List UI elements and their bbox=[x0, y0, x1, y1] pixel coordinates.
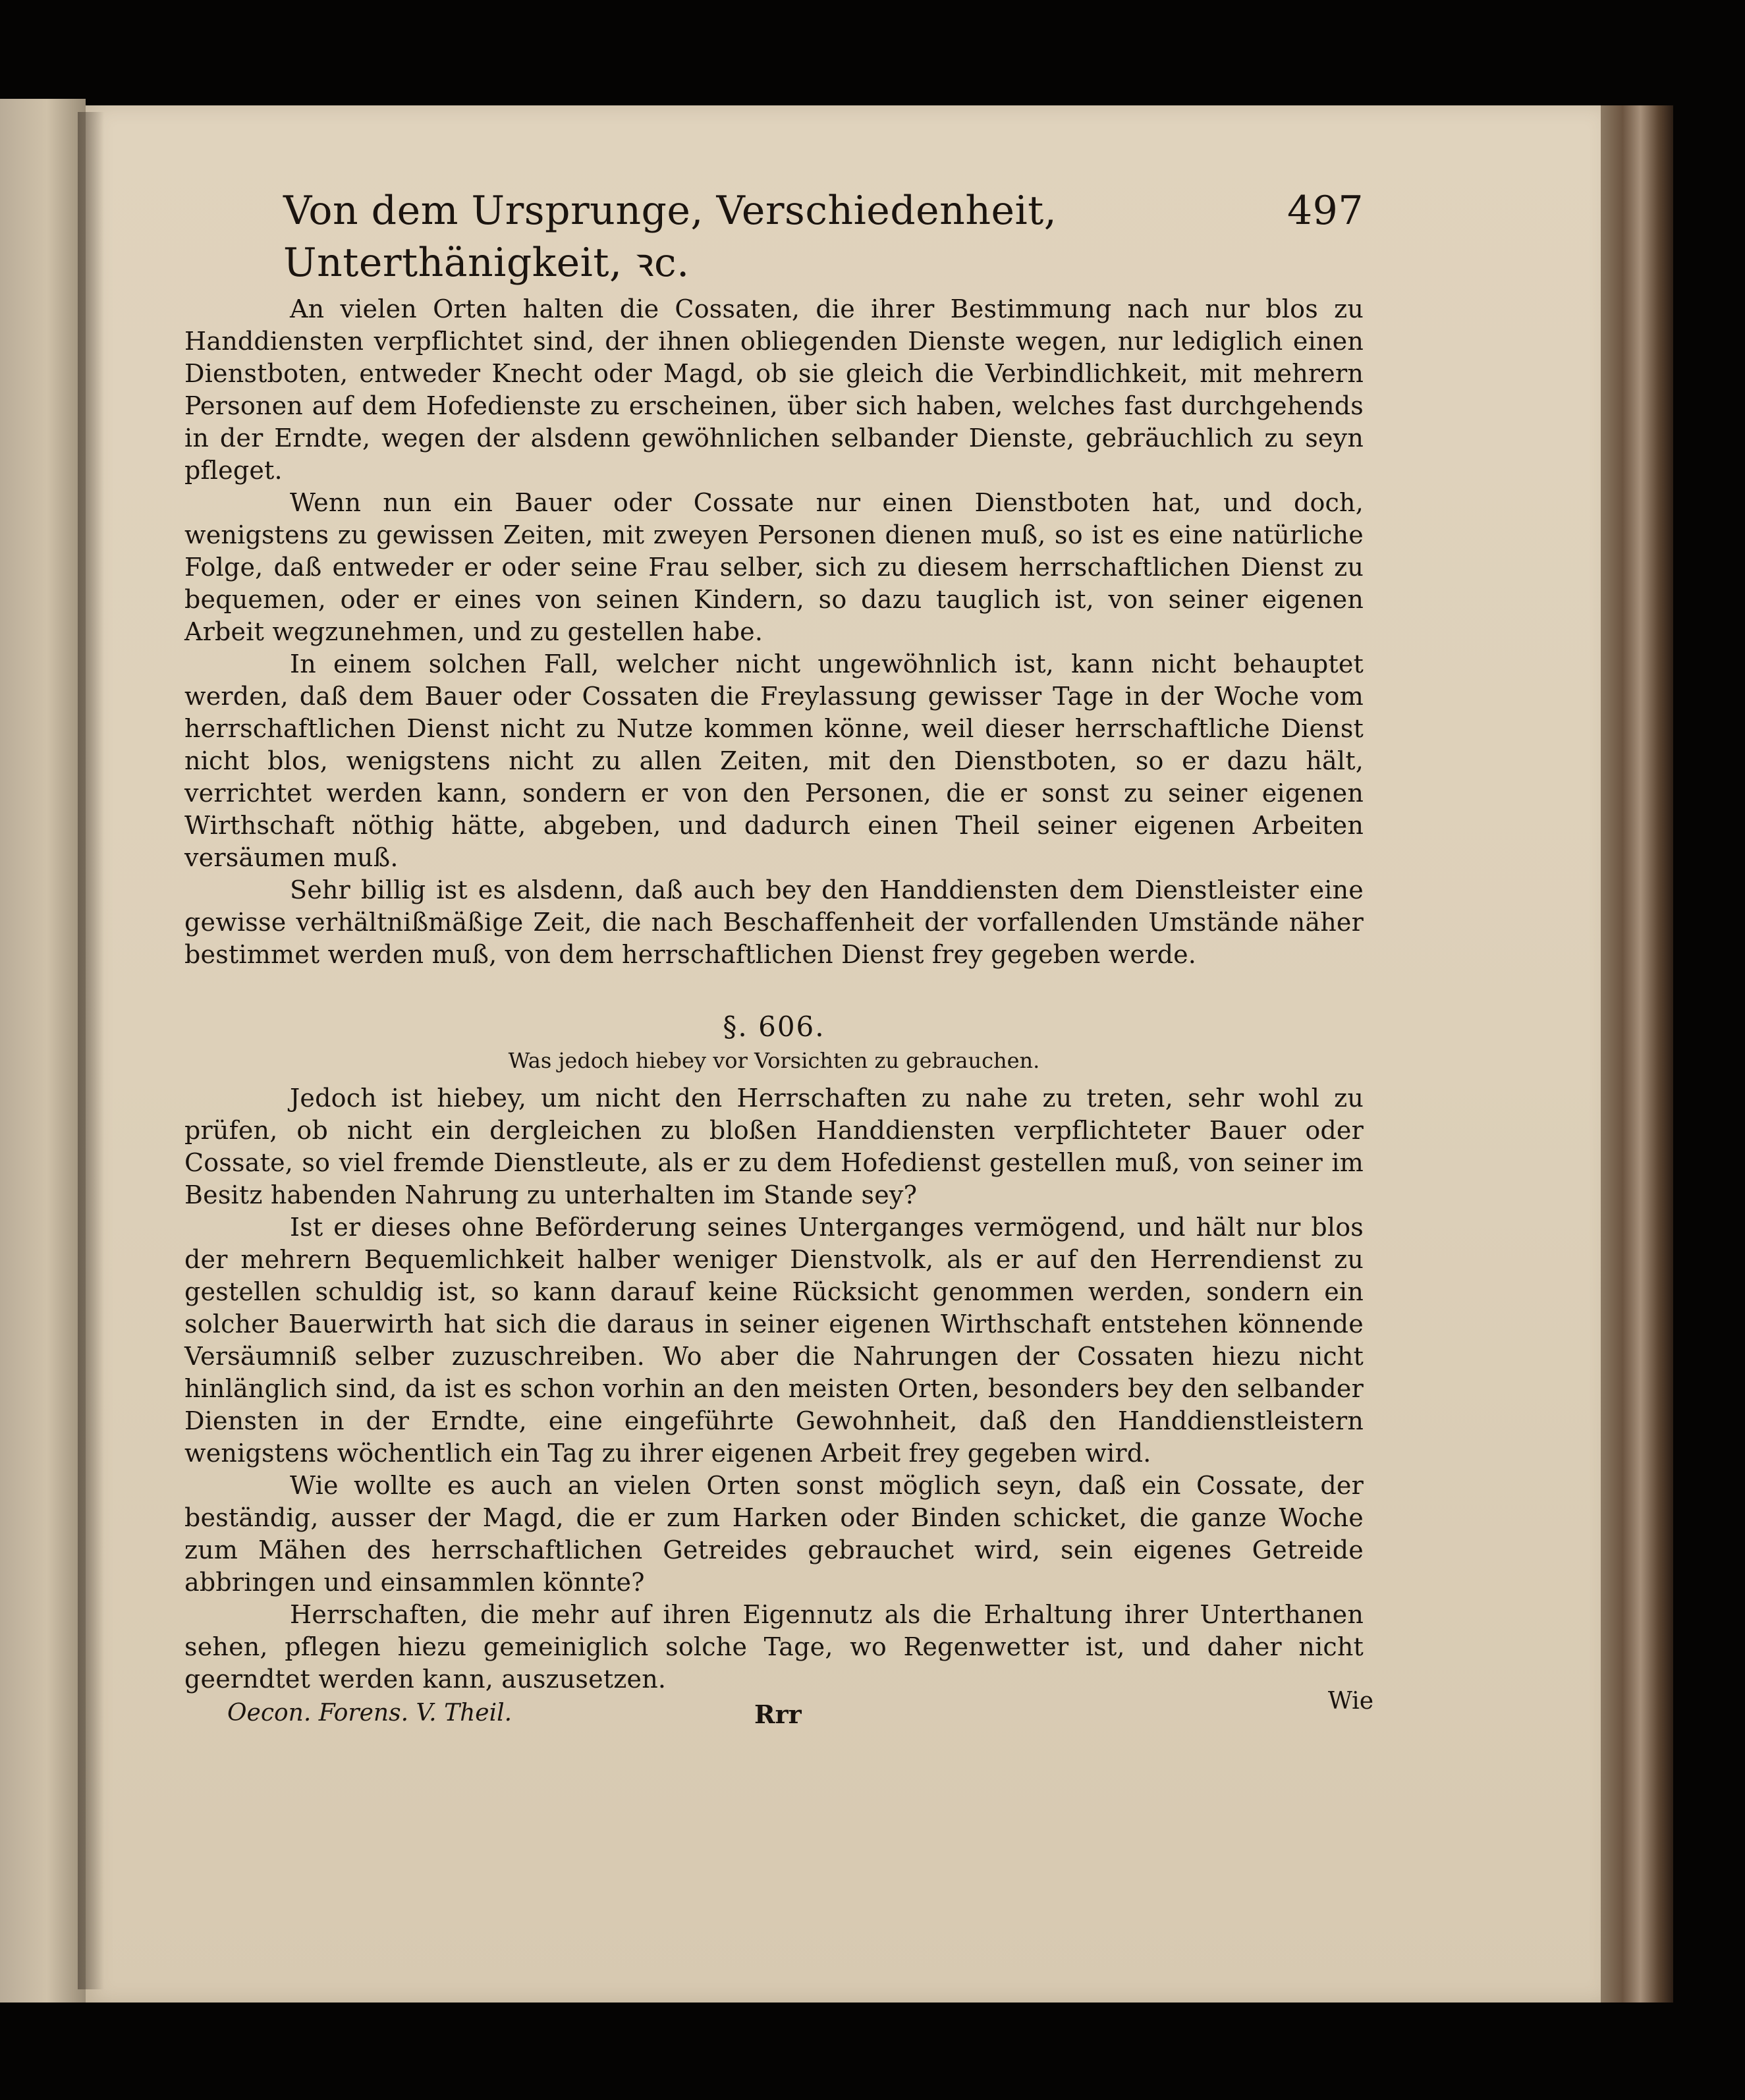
paragraph: Wie wollte es auch an vielen Orten sonst möglich seyn, daß ein Cossate, der beständig, ausser der Magd, die er zum Harken oder Binden schicket, die ganze Woche zum Mähen des herrschaftlichen Getreides gebrauchet wird, sein eigenes Getreide abbringen und einsammlen könnte? bbox=[184, 1471, 1364, 1597]
page-number: 497 bbox=[1287, 188, 1364, 234]
paragraph: An vielen Orten halten die Cossaten, die ihrer Bestimmung nach nur blos zu Handdiensten verpflichtet sind, der ihnen obliegenden Dienste wegen, nur lediglich einen Dienstboten, entweder Knecht oder Magd, ob sie gleich die Verbindlichkeit, mit mehrern Personen auf dem Hofedienste zu erscheinen, über sich haben, welches fast durchgehends in der Erndte, wegen der alsdenn gewöhnlichen selbander Dienste, gebräuchlich zu seyn pfleget. bbox=[184, 294, 1364, 485]
spine-shadow bbox=[78, 112, 104, 1989]
page-text-block bbox=[184, 188, 1364, 1696]
signature-mark: Rrr bbox=[754, 1699, 802, 1729]
paragraph: In einem solchen Fall, welcher nicht ungewöhnlich ist, kann nicht behauptet werden, daß dem Bauer oder Cossaten die Freylassung gewisser Tage in der Woche vom herrschaftlichen Dienst nicht zu Nutze kommen könne, weil dieser herrschaftliche Dienst nicht blos, wenigstens nicht zu allen Zeiten, mit den Dienstboten, so er dazu hält, verrichtet werden kann, sondern er von den Personen, die er sonst zu seiner eigenen Wirthschaft nöthig hätte, abgeben, und dadurch einen Theil seiner eigenen Arbeiten versäumen muß. bbox=[184, 649, 1364, 872]
running-head bbox=[283, 188, 1364, 288]
section-number: §. 606. bbox=[723, 1010, 825, 1043]
footer-work-title: Oecon. Forens. V. Theil. bbox=[227, 1699, 512, 1727]
paragraph: Ist er dieses ohne Beförderung seines Unterganges vermögend, und hält nur blos der mehrern Bequemlichkeit halber weniger Dienstvolk, als er auf den Herrendienst zu gestellen schuldig ist, so kann darauf keine Rücksicht genommen werden, sondern ein solcher Bauerwirth hat sich die daraus in seiner eigenen Wirthschaft entstehen könnende Versäumniß selber zuzuschreiben. Wo aber die Nahrungen der Cossaten hiezu nicht hinlänglich sind, da ist es schon vorhin an den meisten Orten, besonders bey den selbander Diensten in der Erndte, eine eingeführte Gewohnheit, daß den Handdienstleistern wenigstens wöchentlich ein Tag zu ihrer eigenen Arbeit frey gegeben wird. bbox=[184, 1213, 1364, 1468]
paragraph: Jedoch ist hiebey, um nicht den Herrschaften zu nahe zu treten, sehr wohl zu prüfen, ob nicht ein dergleichen zu bloßen Handdiensten verpflichteter Bauer oder Cossate, so viel fremde Dienstleute, als er zu dem Hofedienst gestellen muß, von seiner im Besitz habenden Nahrung zu unterhalten im Stande sey? bbox=[184, 1084, 1364, 1209]
paragraph: Herrschaften, die mehr auf ihren Eigennutz als die Erhaltung ihrer Unterthanen sehen, pflegen hiezu gemeiniglich solche Tage, wo Regenwetter ist, und daher nicht geerndtet werden kann, auszusetzen. bbox=[184, 1600, 1364, 1694]
running-title: Von dem Ursprunge, Verschiedenheit, Unterthänigkeit, ꝛc. bbox=[283, 188, 1057, 286]
paragraph: Wenn nun ein Bauer oder Cossate nur einen Dienstboten hat, und doch, wenigstens zu gewissen Zeiten, mit zweyen Personen dienen muß, so ist es eine natürliche Folge, daß entweder er oder seine Frau selber, sich zu diesem herrschaftlichen Dienst zu bequemen, oder er eines von seinen Kindern, so dazu tauglich ist, von seiner eigenen Arbeit wegzunehmen, und zu gestellen habe. bbox=[184, 488, 1364, 646]
catchword: Wie bbox=[1327, 1688, 1373, 1715]
page-footer bbox=[227, 1688, 1373, 1739]
paragraph: Sehr billig ist es alsdenn, daß auch bey den Handdiensten dem Dienstleister eine gewisse verhältnißmäßige Zeit, die nach Beschaffenheit der vorfallenden Umstände näher bestimmet werden muß, von dem herrschaftlichen Dienst frey gegeben werde. bbox=[184, 875, 1364, 969]
section-title: Was jedoch hiebey vor Vorsichten zu gebrauchen. bbox=[508, 1048, 1040, 1073]
left-page-edge bbox=[0, 99, 86, 2003]
book-cover-edge bbox=[1601, 105, 1673, 2003]
